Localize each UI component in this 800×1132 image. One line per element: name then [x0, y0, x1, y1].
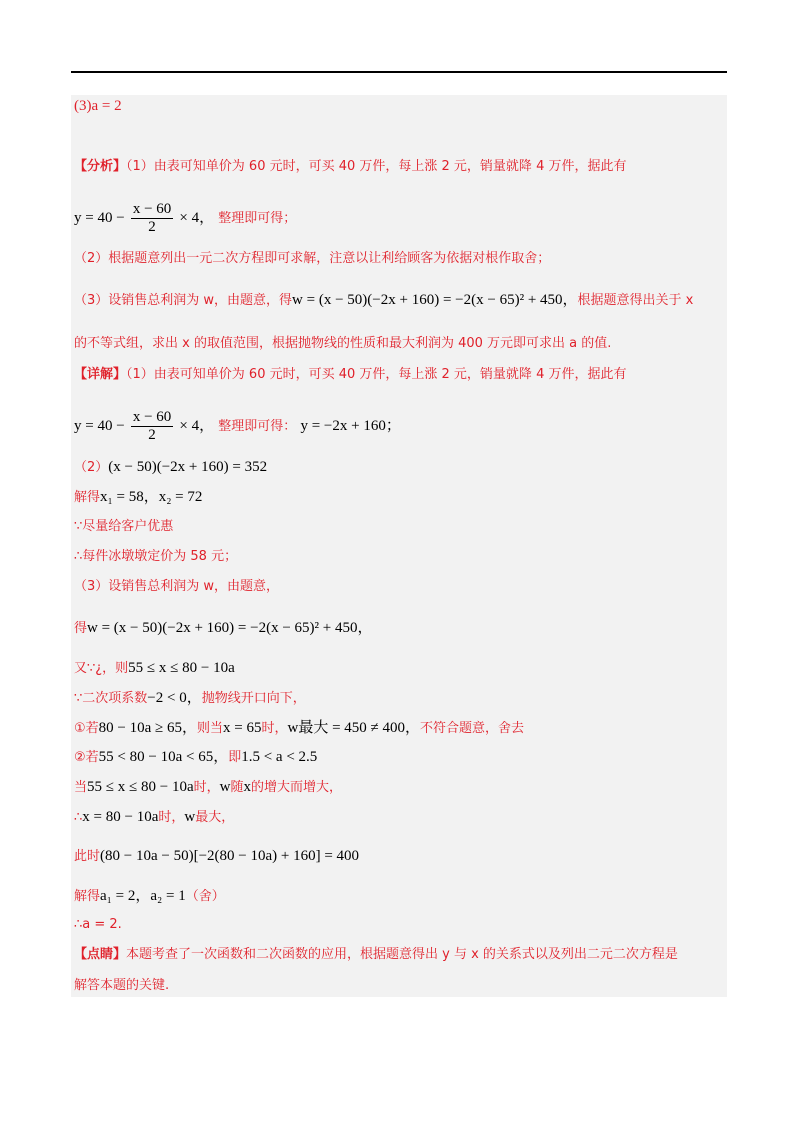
detail-part2-therefore: ∴每件冰墩墩定价为 58 元；: [74, 549, 238, 564]
detail-part3-line-9: 此时(80 − 10a − 50)[−2(80 − 10a) + 160] = 400: [74, 848, 360, 864]
detail-part3-conclusion: ∴a = 2.: [74, 917, 122, 932]
detail-line-1: 【详解】（1）由表可知单价为 60 元时，可买 40 万件，每上涨 2 元，销量就降 4 万件，据此有: [74, 367, 627, 382]
detail-part3-line-6: ②若55 < 80 − 10a < 65，即1.5 < a < 2.5: [74, 749, 318, 765]
comment-line-2: 解答本题的关键.: [74, 978, 170, 993]
analysis-line-1: 【分析】（1）由表可知单价为 60 元时，可买 40 万件，每上涨 2 元，销量就降 4 万件，据此有: [74, 159, 627, 174]
detail-tag: 【详解】: [74, 367, 127, 382]
detail-part3-line-2: 得w = (x − 50)(−2x + 160) = −2(x − 65)² + 450，: [74, 620, 373, 636]
detail-part3-line-3: 又∵¿，则55 ≤ x ≤ 80 − 10a: [74, 660, 235, 676]
detail-part3-line-4: ∵二次项系数−2 < 0，抛物线开口向下，: [74, 690, 306, 706]
detail-part3-line-5: ①若80 − 10a ≥ 65，则当x = 65时，w最大 = 450 ≠ 400，不符合题意，舍去: [74, 720, 525, 736]
detail-part3-line-1: （3）设销售总利润为 w，由题意，: [74, 579, 280, 594]
detail-part3-line-8: ∴x = 80 − 10a时，w最大，: [74, 809, 235, 825]
detail-part2-equation: （2）(x − 50)(−2x + 160) = 352: [74, 459, 268, 475]
analysis-tag: 【分析】: [74, 159, 127, 174]
analysis-line-3: （3）设销售总利润为 w，由题意，得w = (x − 50)(−2x + 160) = −2(x − 65)² + 450，根据题意得出关于 x: [74, 292, 694, 308]
fraction: $\frac{x - 60}{2}$: [132, 409, 172, 443]
header-rule: [71, 71, 727, 73]
analysis-equation-1: y = 40 − $\frac{x - 60}{2}$ × 4， 整理即可得；: [74, 201, 297, 235]
comment-line-1: 【点睛】本题考查了一次函数和二次函数的应用，根据题意得出 y 与 x 的关系式以及列出二元二次方程是: [74, 947, 678, 962]
detail-part2-solve: 解得x₁ = 58，x₂ = 72: [74, 489, 203, 505]
part3-answer: (3)a = 2: [74, 98, 122, 114]
detail-part3-line-10: 解得a₁ = 2，a₂ = 1（舍）: [74, 888, 225, 904]
detail-equation-1: y = 40 − $\frac{x - 60}{2}$ × 4， 整理即可得： y = −2x + 160；: [74, 409, 401, 443]
comment-tag: 【点睛】: [74, 947, 127, 962]
fraction: $\frac{x - 60}{2}$: [132, 201, 172, 235]
analysis-line-2: （2）根据题意列出一元二次方程即可求解，注意以让利给顾客为依据对根作取舍；: [74, 251, 551, 266]
detail-part3-line-7: 当55 ≤ x ≤ 80 − 10a时，w随x的增大而增大，: [74, 779, 342, 795]
detail-part2-because: ∵尽量给客户优惠: [74, 519, 174, 534]
analysis-line-4: 的不等式组，求出 x 的取值范围，根据抛物线的性质和最大利润为 400 万元即可求出 a 的值.: [74, 336, 612, 351]
